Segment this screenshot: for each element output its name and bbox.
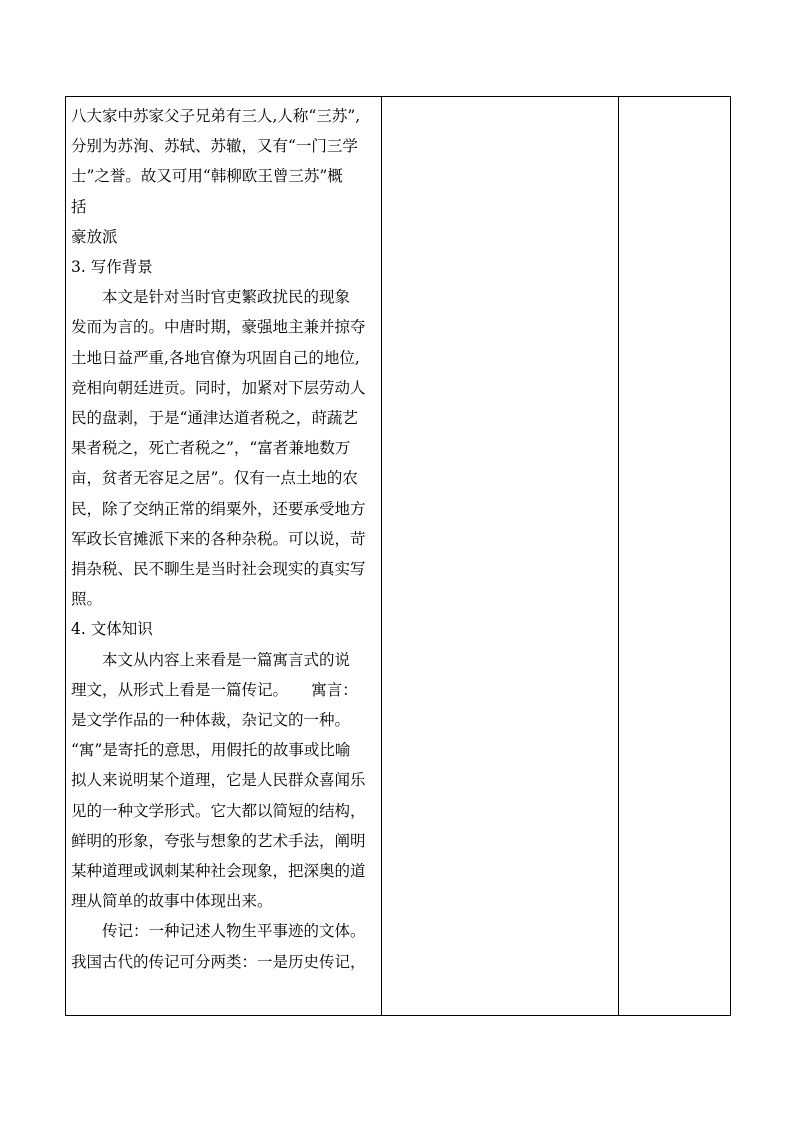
section-heading: 4. 文体知识 xyxy=(71,620,153,639)
text-line: 是文学作品的一种体裁，杂记文的一种。 xyxy=(71,711,351,730)
text-line: 本文从内容上来看是一篇寓言式的说 xyxy=(102,650,351,669)
text-line: 发而为言的。中唐时期，豪强地主兼并掠夺 xyxy=(71,318,366,337)
text-line: 豪放派 xyxy=(71,227,118,246)
text-line: 亩，贫者无容足之居”。仅有一点土地的农 xyxy=(71,469,358,488)
text-line: 民的盘剥，于是“通津达道者税之，莳蔬艺 xyxy=(71,409,358,428)
empty-cell-middle xyxy=(382,97,619,1016)
content-text xyxy=(66,97,381,977)
text-line: 分别为苏洵、苏轼、苏辙，又有“一门三学 xyxy=(71,137,358,156)
text-line: 鲜明的形象，夸张与想象的艺术手法，阐明 xyxy=(71,831,366,850)
text-line: 理文，从形式上看是一篇传记。 寓言： xyxy=(71,680,358,699)
text-line: 括 xyxy=(71,197,87,216)
text-line: 照。 xyxy=(71,590,103,609)
text-line: 某种道理或讽刺某种社会现象，把深奥的道 xyxy=(71,862,366,881)
text-line: “寓”是寄托的意思，用假托的故事或比喻 xyxy=(71,741,351,760)
text-line: 军政长官摊派下来的各种杂税。可以说，苛 xyxy=(71,529,366,548)
text-line: 土地日益严重,各地官僚为巩固自己的地位, xyxy=(71,348,360,367)
section-heading: 3. 写作背景 xyxy=(71,258,153,277)
text-line: 理从简单的故事中体现出来。 xyxy=(71,892,273,911)
text-line: 果者税之，死亡者税之”，“富者兼地数万 xyxy=(71,439,351,458)
text-line: 竞相向朝廷进贡。同时，加紧对下层劳动人 xyxy=(71,378,366,397)
text-line: 拟人来说明某个道理，它是人民群众喜闻乐 xyxy=(71,771,366,790)
text-line: 我国古代的传记可分两类：一是历史传记， xyxy=(71,952,366,971)
text-line: 见的一种文学形式。它大都以简短的结构， xyxy=(71,801,366,820)
text-line: 民，除了交纳正常的绢粟外，还要承受地方 xyxy=(71,499,366,518)
lesson-table xyxy=(65,96,731,1016)
text-line: 八大家中苏家父子兄弟有三人,人称“三苏”, xyxy=(71,107,361,125)
table-row xyxy=(66,97,731,1016)
empty-cell-right xyxy=(619,97,731,1016)
content-cell xyxy=(66,97,382,1016)
text-line: 捐杂税、民不聊生是当时社会现实的真实写 xyxy=(71,560,366,579)
text-line: 传记：一种记述人物生平事迹的文体。 xyxy=(102,922,366,941)
text-line: 士”之誉。故又可用“韩柳欧王曾三苏”概 xyxy=(71,167,343,186)
text-line: 本文是针对当时官吏繁政扰民的现象 xyxy=(102,288,351,307)
